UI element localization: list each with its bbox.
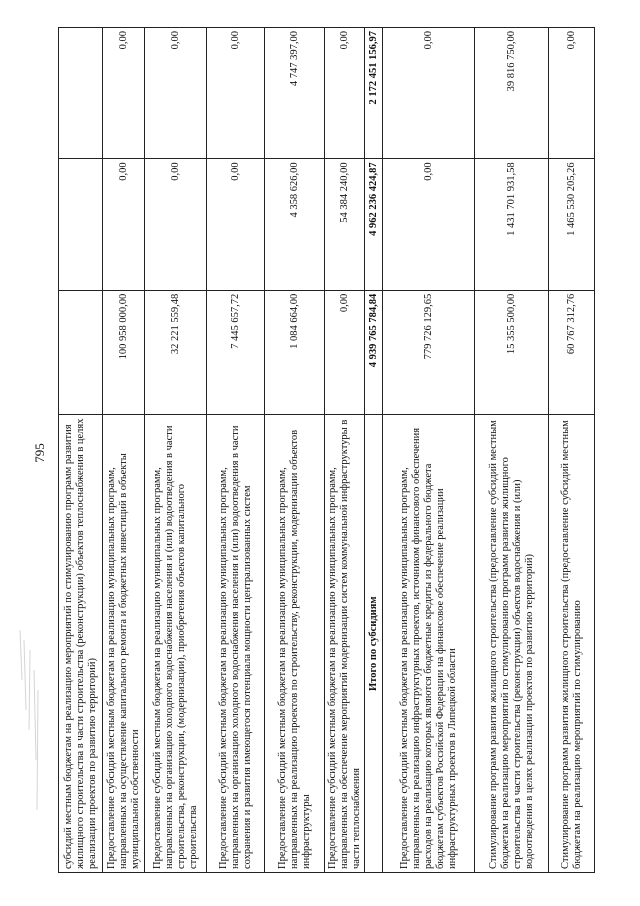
row-value-v2: 0,00: [207, 159, 265, 290]
row-value-v1: 32 221 559,48: [145, 290, 207, 415]
row-value-v3: 2 172 451 156,97: [365, 28, 383, 159]
table-row: [265, 28, 325, 873]
row-value-v1: 15 355 500,00: [475, 290, 549, 415]
row-value-v1: 4 939 765 784,84: [365, 290, 383, 415]
row-value-v3: 0,00: [325, 28, 365, 159]
row-value-v3: 0,00: [549, 28, 595, 159]
row-value-v2: 54 384 240,00: [325, 159, 365, 290]
table-row: [383, 28, 475, 873]
row-value-v3: 39 816 750,00: [475, 28, 549, 159]
row-value-v3: 0,00: [383, 28, 475, 159]
rotated-table-wrap: [58, 27, 594, 873]
subsidies-table: [58, 27, 595, 873]
row-value-v1: 779 726 129,65: [383, 290, 475, 415]
table-row: [475, 28, 549, 873]
row-description: субсидий местным бюджетам на реализацию мероприятий по стимулированию программ развития жилищного строительства в части строительства (реконструкции) объектов теплоснабжения в целях реализации проектов по развитию территорий): [59, 415, 103, 873]
row-value-v1: 0,00: [325, 290, 365, 415]
row-value-v1: 1 084 664,00: [265, 290, 325, 415]
row-value-v3: 4 747 397,00: [265, 28, 325, 159]
row-value-v1: 60 767 312,76: [549, 290, 595, 415]
row-value-v1: 100 958 000,00: [103, 290, 145, 415]
table-row: [549, 28, 595, 873]
table-row: [325, 28, 365, 873]
page-number: 795: [32, 443, 47, 463]
row-value-v3: [59, 28, 103, 159]
row-value-v3: 0,00: [103, 28, 145, 159]
faint-stamp-marks: [14, 620, 44, 830]
row-description: Стимулирование программ развития жилищного строительства (предоставление субсидий местным бюджетам на реализацию мероприятий по стимулированию программ развития жилищного строительства в части строительства (реконструкции) объектов водоснабжения и (или) водоотведения в целях реализации проектов по развитию территорий): [475, 415, 549, 873]
table-row: [103, 28, 145, 873]
row-value-v2: 4 962 236 424,87: [365, 159, 383, 290]
row-value-v2: 0,00: [383, 159, 475, 290]
row-description: Итого по субсидиям: [365, 415, 383, 873]
table-total-row: [365, 28, 383, 873]
row-description: Предоставление субсидий местным бюджетам на реализацию муниципальных программ, направленных на реализацию инфраструктурных проектов, источником финансового обеспечения расходов на реализацию которых являются бюджетные кредиты из федерального бюджета бюджетам субъектов Российской Федерации на финансовое обеспечение реализации инфраструктурных проектов в Липецкой области: [383, 415, 475, 873]
table-row: [145, 28, 207, 873]
row-value-v1: [59, 290, 103, 415]
row-description: Предоставление субсидий местным бюджетам на реализацию муниципальных программ, направленных на осуществление капитального ремонта и бюджетных инвестиций в объекты муниципальной собственности: [103, 415, 145, 873]
row-description: Предоставление субсидий местным бюджетам на реализацию муниципальных программ, направленных на организацию холодного водоснабжения населения и (или) водоотведения в части строительства, реконструкции, (модернизации), приобретения объектов капитального строительства: [145, 415, 207, 873]
row-value-v2: 0,00: [145, 159, 207, 290]
row-description: Предоставление субсидий местным бюджетам на реализацию муниципальных программ, направленных на реализацию проектов по строительству, реконструкции, модернизации объектов инфраструктуры: [265, 415, 325, 873]
row-value-v3: 0,00: [145, 28, 207, 159]
row-value-v2: 4 358 626,00: [265, 159, 325, 290]
row-value-v3: 0,00: [207, 28, 265, 159]
table-row: [207, 28, 265, 873]
row-description: Предоставление субсидий местным бюджетам на реализацию муниципальных программ, направленных на организацию холодного водоснабжения населения и (или) водоотведения в части сохранения и развития имеющегося потенциала мощности централизованных систем: [207, 415, 265, 873]
row-value-v1: 7 445 657,72: [207, 290, 265, 415]
row-value-v2: 0,00: [103, 159, 145, 290]
row-value-v2: 1 465 530 205,26: [549, 159, 595, 290]
row-description: Стимулирование программ развития жилищного строительства (предоставление субсидий местным бюджетам на реализацию мероприятий по стимулированию: [549, 415, 595, 873]
row-description: Предоставление субсидий местным бюджетам на реализацию муниципальных программ, направленных на обеспечение мероприятий модернизации систем коммунальной инфраструктуры в части теплоснабжения: [325, 415, 365, 873]
row-value-v2: 1 431 701 931,58: [475, 159, 549, 290]
row-value-v2: [59, 159, 103, 290]
table-row: [59, 28, 103, 873]
